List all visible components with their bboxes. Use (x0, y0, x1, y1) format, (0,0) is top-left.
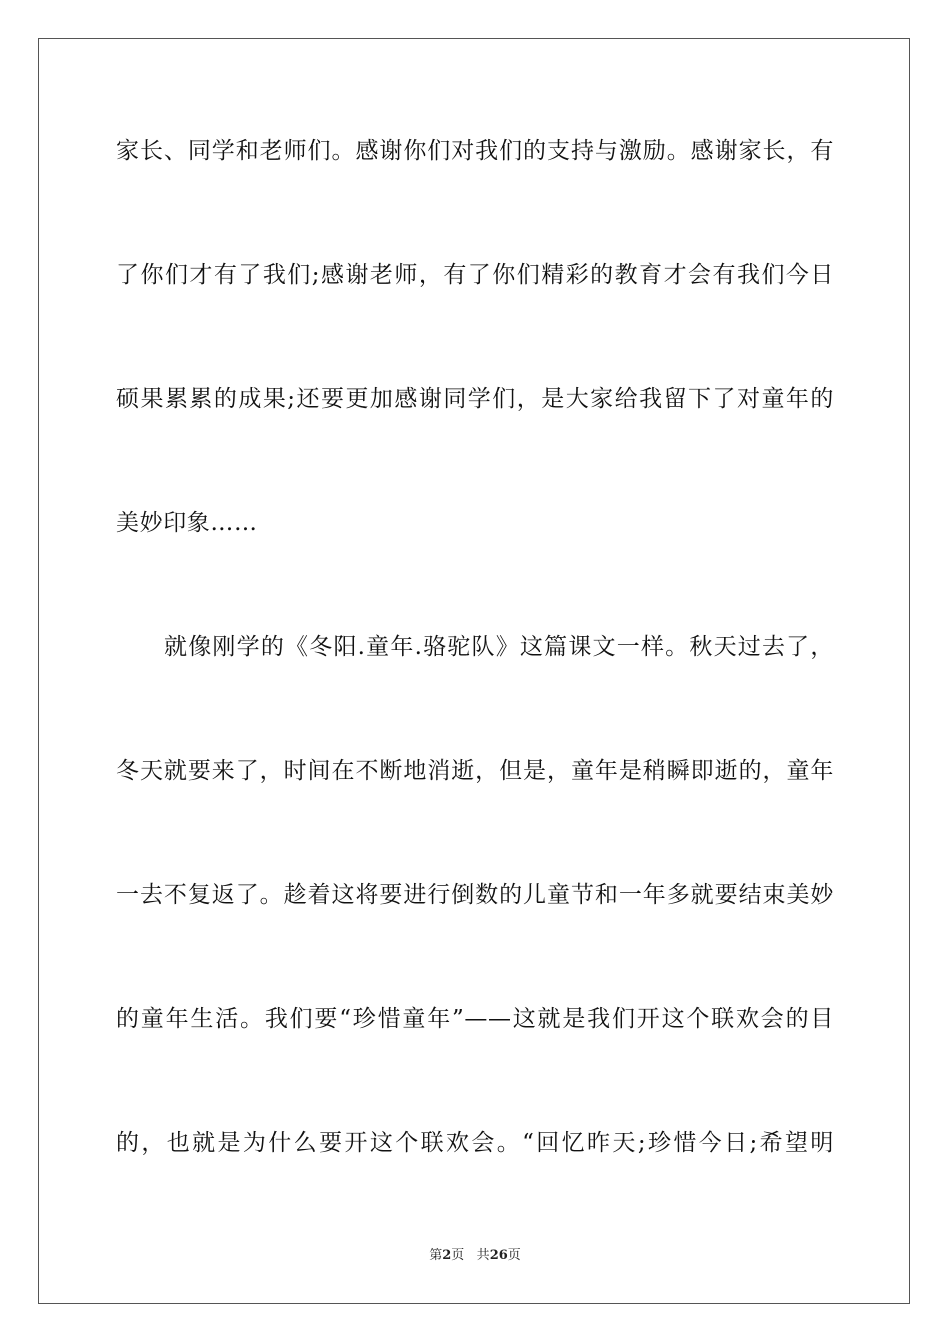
total-label-prefix: 共 (476, 1248, 490, 1263)
paragraph-first-line: 就像刚学的《冬阳.童年.骆驼队》这篇课文一样。秋天过去了， (164, 634, 834, 660)
body-text-line: 家长、同学和老师们。感谢你们对我们的支持与激励。感谢家长，有 (116, 138, 834, 164)
body-text-line: 一去不复返了。趁着这将要进行倒数的儿童节和一年多就要结束美妙 (116, 882, 834, 908)
page-number: 2 (442, 1248, 452, 1263)
page-label-prefix: 第 (429, 1248, 443, 1263)
total-label-suffix: 页 (507, 1248, 521, 1263)
body-text-line: 的，也就是为什么要开这个联欢会。“回忆昨天;珍惜今日;希望明 (116, 1130, 834, 1156)
body-text-line: 了你们才有了我们;感谢老师，有了你们精彩的教育才会有我们今日 (116, 262, 834, 288)
body-text-line: 的童年生活。我们要“珍惜童年”——这就是我们开这个联欢会的目 (116, 1006, 834, 1032)
body-text-line: 冬天就要来了，时间在不断地消逝，但是，童年是稍瞬即逝的，童年 (116, 758, 834, 784)
body-text-line: 硕果累累的成果;还要更加感谢同学们，是大家给我留下了对童年的 (116, 386, 834, 412)
body-text-line: 美妙印象…… (116, 510, 258, 536)
page-footer (0, 1247, 950, 1265)
page-frame (38, 38, 910, 1304)
page-label-suffix: 页 (451, 1248, 465, 1263)
total-pages: 26 (489, 1248, 508, 1263)
